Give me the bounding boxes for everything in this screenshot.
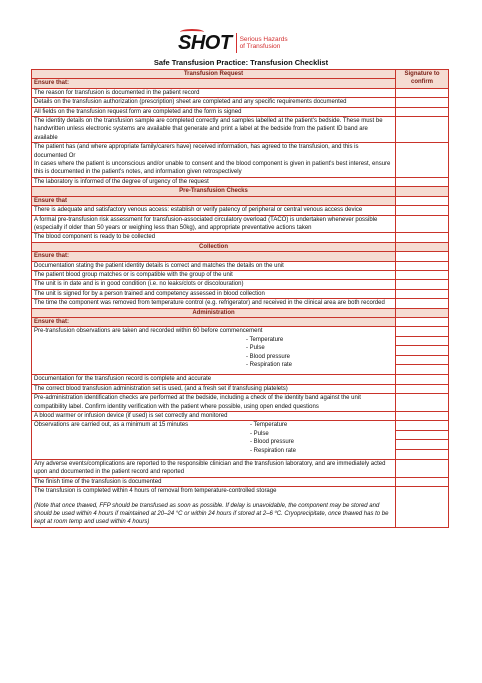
vital-blood-pressure: - Blood pressure [246,353,291,360]
signature-cell[interactable] [396,88,449,97]
table-row [32,394,449,412]
signature-cell[interactable] [396,459,449,477]
signature-cell-group [396,327,449,375]
vitals-list [246,336,393,370]
signature-cell[interactable] [396,289,449,298]
vital-respiration-rate: - Respiration rate [250,447,297,454]
signature-cell[interactable] [396,384,449,393]
signature-cell[interactable] [396,365,448,374]
logo-swoosh-icon [180,29,204,35]
signature-cell[interactable] [396,431,448,440]
ensure-label: Ensure that [32,196,396,205]
table-row [32,327,449,375]
section-title-collection: Collection [32,242,396,251]
table-row [32,280,449,289]
consent-text: The patient has (and where appropriate family/carers have) received information, has agreed to the transfusion, and this is documented Or [34,144,359,159]
ensure-label: Ensure that: [32,79,396,88]
logo-wordmark: SHOT [178,33,232,53]
signature-cell[interactable] [396,440,448,449]
table-row [32,107,449,116]
table-row [32,117,449,143]
checklist-item: There is adequate and satisfactory venous access: establish or verify patency of peripheral or central venous access device [32,206,396,215]
signature-cell[interactable] [396,280,449,289]
logo-divider [236,33,237,53]
checklist-item-consent [32,143,396,178]
table-row [32,88,449,97]
ensure-row-request [32,79,449,88]
checklist-item-during-obs [32,421,396,460]
ensure-row-admin [32,317,449,326]
pre-obs-text: Pre-transfusion observations are taken and recorded within 60 before commencement [34,328,263,335]
signature-cell[interactable] [396,206,449,215]
shot-logo [178,30,288,56]
table-row [32,143,449,178]
table-row [32,411,449,420]
vital-pulse: - Pulse [250,430,269,437]
section-title-request: Transfusion Request [32,70,396,79]
checklist-item: The correct blood transfusion administration set is used, (and a fresh set if transfusing platelets) [32,384,396,393]
signature-cell[interactable] [396,327,448,336]
table-row [32,206,449,215]
vital-temperature: - Temperature [250,422,288,429]
table-row [32,215,449,233]
checklist-item: Pre-administration identification checks are performed at the bedside, including a check of the identity band against the unit compatibility label. Confirm identity verification with the patient where possible, using open ended questions [32,394,396,412]
checklist-item: Details on the transfusion authorization (prescription) sheet are completed and any specific requirements documented [32,98,396,107]
signature-cell[interactable] [396,143,449,178]
signature-cell[interactable] [396,177,449,186]
logo-subtitle-line2: of Transfusion [239,43,281,50]
table-row [32,98,449,107]
checklist-item-completion [32,487,396,528]
signature-cell[interactable] [396,215,449,233]
section-header-pre [32,187,449,196]
signature-cell[interactable] [396,411,449,420]
checklist-item: A formal pre-transfusion risk assessment for transfusion-associated circulatory overload (TACO) is undertaken whenever possible (especially if older than 50 years or weighing less than 50kg), and appropriate preventative actions taken [32,215,396,233]
completion-text: The transfusion is completed within 4 hours of removal from temperature-controlled storage [34,488,277,495]
signature-cell-group [396,421,449,460]
signature-cell[interactable] [396,477,449,486]
checklist-item: The patient blood group matches or is compatible with the group of the unit [32,270,396,279]
signature-cell[interactable] [396,117,449,143]
signature-cell[interactable] [396,421,448,430]
table-row [32,270,449,279]
table-row [32,299,449,308]
signature-cell[interactable] [396,346,448,355]
checklist-item: The finish time of the transfusion is documented [32,477,396,486]
checklist-item: The time the component was removed from temperature control (e.g. refrigerator) and received in the clinical area are both recorded [32,299,396,308]
checklist-item: Documentation for the transfusion record is complete and accurate [32,375,396,384]
signature-cell[interactable] [396,233,449,242]
table-row [32,384,449,393]
checklist-item: A blood warmer or infusion device (if used) is set correctly and monitored [32,411,396,420]
signature-cell[interactable] [396,299,449,308]
table-row [32,375,449,384]
section-header-request [32,70,449,79]
vital-temperature: - Temperature [246,336,284,343]
table-row [32,261,449,270]
checklist-item: All fields on the transfusion request form are completed and the form is signed [32,107,396,116]
checklist-item: The unit is signed for by a person trained and competency assessed in blood collection [32,289,396,298]
checklist-item: The identity details on the transfusion sample are completed correctly and samples labelled at the patient's bedside. These must be handwritten unless electronic systems are available that generate and print a label at the bedside from the patient ID band are available [32,117,396,143]
signature-cell[interactable] [396,98,449,107]
table-row [32,233,449,242]
during-obs-text: Observations are carried out, as a minimum at 15 minutes [34,422,189,429]
storage-note: (Note that once thawed, FFP should be transfused as soon as possible. If delay is unavoidable, the component may be stored and should be used within 4 hours if maintained at 20–24 °C or within 24 hours if stored at 2–6 ºC. Cryoprecipitate, once thawed has to be kept at room temp and used within 4 hours) [34,502,389,526]
section-header-collection [32,242,449,251]
section-title-admin: Administration [32,308,396,317]
signature-cell[interactable] [396,450,448,459]
signature-cell[interactable] [396,487,449,528]
signature-cell[interactable] [396,356,448,365]
vital-respiration-rate: - Respiration rate [246,362,293,368]
checklist-item: The reason for transfusion is documented in the patient record [32,88,396,97]
ensure-label: Ensure that: [32,317,396,326]
ensure-row-collection [32,252,449,261]
checklist-item: The blood component is ready to be collected [32,233,396,242]
signature-cell[interactable] [396,261,449,270]
table-row [32,289,449,298]
checklist-item: Any adverse events/complications are reported to the responsible clinician and the transfusion laboratory, and are immediately acted upon and documented in the patient record and reported [32,459,396,477]
checklist-item: Documentation stating the patient identity details is correct and matches the details on the unit [32,261,396,270]
consent-alt-text: In cases where the patient is unconscious and/or unable to consent and the blood component is given in patient's best interest, ensure this is documented in the patient's notes, and information given retrospectively [34,161,391,176]
section-header-admin [32,308,449,317]
signature-cell[interactable] [396,107,449,116]
signature-cell[interactable] [396,375,449,384]
logo-subtitle [240,36,288,50]
checklist-item-pre-obs [32,327,396,375]
ensure-label: Ensure that: [32,252,396,261]
vital-blood-pressure: - Blood pressure [250,439,295,446]
vitals-list-during [250,421,393,455]
logo-subtitle-line1: Serious Hazards [239,36,288,43]
table-row [32,477,449,486]
page-title: Safe Transfusion Practice: Transfusion Checklist [153,58,329,67]
checklist-item: The unit is in date and is in good condition (i.e. no leaks/clots or discolouration) [32,280,396,289]
table-row [32,421,449,460]
table-row [32,177,449,186]
section-title-pre: Pre-Transfusion Checks [32,187,396,196]
table-row [32,487,449,528]
table-row [32,459,449,477]
signature-header: Signature to confirm [396,70,449,89]
signature-cell[interactable] [396,270,449,279]
signature-cell[interactable] [396,337,448,346]
vital-pulse: - Pulse [246,345,265,352]
checklist-item: The laboratory is informed of the degree of urgency of the request [32,177,396,186]
signature-cell[interactable] [396,394,449,412]
ensure-row-pre [32,196,449,205]
checklist-table [31,69,449,528]
